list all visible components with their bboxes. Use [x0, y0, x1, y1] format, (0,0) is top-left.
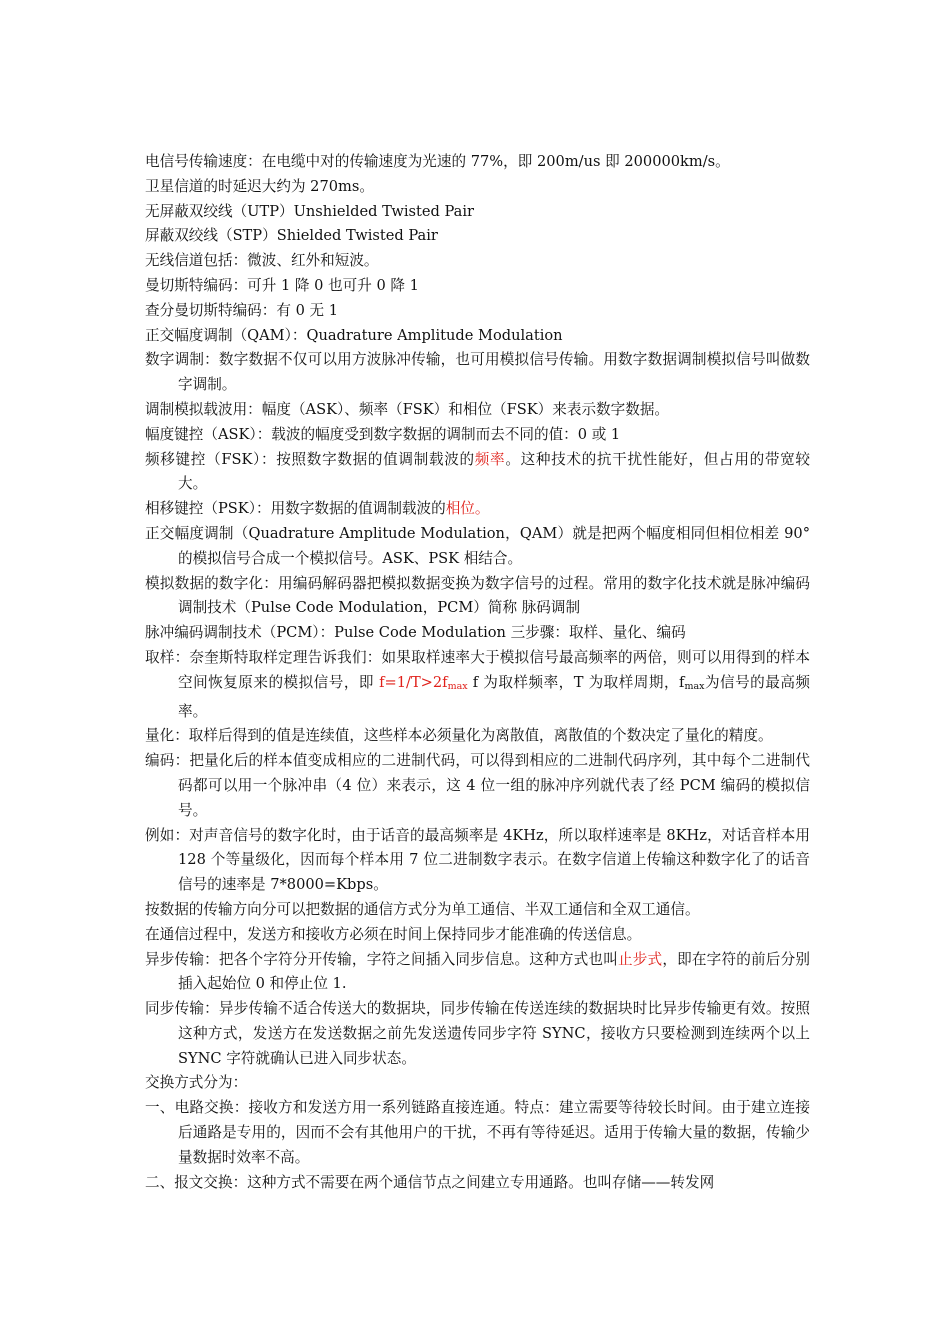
paragraph: 屏蔽双绞线（STP）Shielded Twisted Pair	[145, 227, 438, 245]
paragraph: 编码：把量化后的样本值变成相应的二进制代码，可以得到相应的二进制代码序列，其中每个二进制代码都可以用一个脉冲串（4 位）来表示，这 4 位一组的脉冲序列就代表了经 PCM 编码的模拟信号。	[145, 752, 810, 819]
paragraph: 在通信过程中，发送方和接收方必须在时间上保持同步才能准确的传送信息。	[145, 925, 642, 943]
paragraph: 数字调制：数字数据不仅可以用方波脉冲传输，也可用模拟信号传输。用数字数据调制模拟信号叫做数字调制。	[145, 351, 810, 394]
fsk-text: 频移键控（FSK）：按照数字数据的值调制载波的	[145, 450, 475, 468]
async-highlight: 止步式	[618, 950, 663, 968]
paragraph-fsk	[145, 448, 810, 498]
paragraph: 正交幅度调制（Quadrature Amplitude Modulation，QAM）就是把两个幅度相同但相位相差 90°的模拟信号合成一个模拟信号。ASK、PSK 相结合。	[145, 524, 810, 567]
paragraph: 调制模拟载波用：幅度（ASK）、频率（FSK）和相位（FSK）来表示数字数据。	[145, 400, 670, 418]
async-text-after: ，即在字符的前后分别插入起始位 0 和停止位 1.	[178, 950, 810, 993]
fsk-text-after: 。这种技术的抗干扰性能好，但占用的带宽较大。	[178, 450, 810, 493]
sampling-formula: f=1/T>2f	[379, 673, 448, 691]
paragraph: 二、报文交换：这种方式不需要在两个通信节点之间建立专用通路。也叫存储——转发网	[145, 1173, 715, 1191]
sampling-text-2: f 为取样频率，T 为取样周期，f	[467, 673, 685, 691]
paragraph-sampling	[145, 646, 810, 724]
sampling-text-3: 为信号的最高频率。	[178, 673, 810, 720]
paragraph: 模拟数据的数字化：用编码解码器把模拟数据变换为数字信号的过程。常用的数字化技术就是脉冲编码调制技术（Pulse Code Modulation，PCM）简称 脉码调制	[145, 574, 810, 617]
fsk-highlight: 频率	[474, 450, 506, 468]
paragraph-async	[145, 948, 810, 998]
async-text: 异步传输：把各个字符分开传输，字符之间插入同步信息。这种方式也叫	[145, 950, 618, 968]
sampling-text: 取样：奈奎斯特取样定理告诉我们：如果取样速率大于模拟信号最高频率的两倍，则可以用得到的样本空间恢复原来的模拟信号，即	[145, 648, 810, 691]
paragraph: 按数据的传输方向分可以把数据的通信方式分为单工通信、半双工通信和全双工通信。	[145, 900, 700, 918]
paragraph: 卫星信道的时延迟大约为 270ms。	[145, 177, 374, 195]
document-body	[145, 150, 810, 1195]
paragraph: 脉冲编码调制技术（PCM）：Pulse Code Modulation 三步骤：取样、量化、编码	[145, 624, 686, 642]
paragraph: 查分曼切斯特编码：有 0 无 1	[145, 301, 339, 319]
paragraph: 一、电路交换：接收方和发送方用一系列链路直接连通。特点：建立需要等待较长时间。由于建立连接后通路是专用的，因而不会有其他用户的干扰，不再有等待延迟。适用于传输大量的数据，传输少量数据时效率不高。	[145, 1099, 810, 1166]
paragraph: 电信号传输速度：在电缆中对的传输速度为光速的 77%，即 200m/us 即 200000km/s。	[145, 153, 730, 170]
psk-highlight: 相位。	[445, 500, 490, 518]
paragraph-psk	[145, 497, 810, 522]
paragraph: 正交幅度调制（QAM）：Quadrature Amplitude Modulation	[145, 326, 563, 344]
psk-text: 相移键控（PSK）：用数字数据的值调制载波的	[145, 500, 446, 518]
paragraph: 同步传输：异步传输不适合传送大的数据块，同步传输在传送连续的数据块时比异步传输更有效。按照这种方式，发送方在发送数据之前先发送遗传同步字符 SYNC，接收方只要检测到连续两个以上 SYNC 字符就确认已进入同步状态。	[145, 1000, 810, 1067]
paragraph: 交换方式分为：	[145, 1074, 248, 1092]
paragraph: 量化：取样后得到的值是连续值，这些样本必须量化为离散值，离散值的个数决定了量化的精度。	[145, 727, 773, 745]
paragraph: 曼切斯特编码：可升 1 降 0 也可升 0 降 1	[145, 276, 419, 294]
paragraph: 例如：对声音信号的数字化时，由于话音的最高频率是 4KHz，所以取样速率是 8KHz，对话音样本用 128 个等量级化，因而每个样本用 7 位二进制数字表示。在数字信道上传输这种数字化了的话音信号的速率是 7*8000=Kbps。	[145, 826, 810, 894]
sampling-subscript: max	[684, 680, 705, 692]
paragraph: 幅度键控（ASK）：载波的幅度受到数字数据的调制而去不同的值：0 或 1	[145, 425, 621, 443]
sampling-formula-subscript: max	[447, 680, 468, 692]
paragraph: 无屏蔽双绞线（UTP）Unshielded Twisted Pair	[145, 202, 474, 220]
paragraph: 无线信道包括：微波、红外和短波。	[145, 252, 379, 270]
